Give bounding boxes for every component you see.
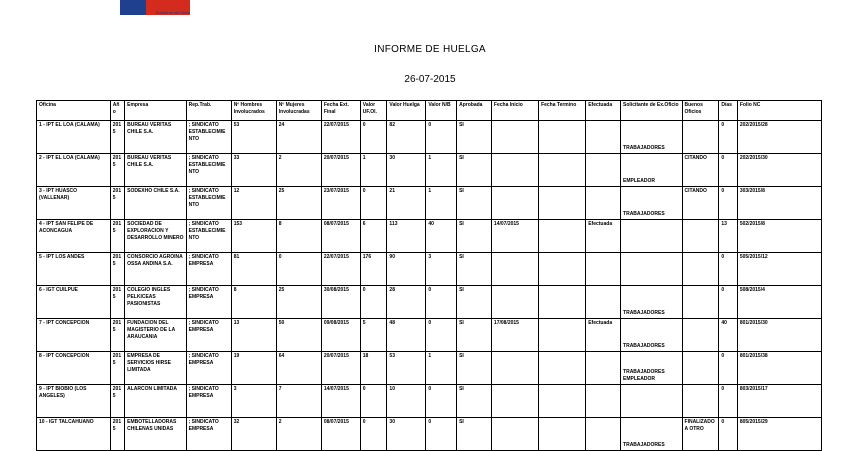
table-cell: 2015 — [110, 154, 124, 187]
table-cell: 0 — [360, 187, 387, 220]
column-header: Nº Mujeres Involucradas — [276, 101, 321, 121]
table-cell: ; SINDICATO ESTABLECIMIENTO — [186, 121, 231, 154]
table-cell: 22/07/2015 — [321, 121, 360, 154]
column-header: Solicitante de Ex.Oficio — [621, 101, 682, 121]
table-cell: 0 — [426, 286, 457, 319]
table-cell — [682, 385, 719, 418]
table-cell — [491, 286, 538, 319]
table-cell — [682, 253, 719, 286]
table-row — [37, 286, 822, 319]
table-row — [37, 385, 822, 418]
table-cell: TRABAJADORES — [621, 286, 682, 319]
table-cell: 0 — [360, 385, 387, 418]
table-cell: 33 — [231, 154, 276, 187]
table-cell — [491, 385, 538, 418]
table-cell: 0 — [426, 418, 457, 451]
table-cell — [539, 253, 586, 286]
column-header: Año — [110, 101, 124, 121]
table-cell: 12 — [231, 187, 276, 220]
table-cell: SI — [457, 418, 492, 451]
table-cell: 90 — [387, 253, 426, 286]
table-cell: 9 - IPT BIOBIO (LOS ANGELES) — [37, 385, 111, 418]
column-header: Valor Huelga — [387, 101, 426, 121]
table-cell: 20/07/2015 — [321, 154, 360, 187]
table-cell: SI — [457, 121, 492, 154]
table-cell — [539, 121, 586, 154]
table-cell: 2015 — [110, 220, 124, 253]
table-cell — [539, 187, 586, 220]
column-header: Oficina — [37, 101, 111, 121]
gobierno-de-chile-logo — [120, 0, 190, 15]
table-cell: 2015 — [110, 385, 124, 418]
table-cell: 803/2015/17 — [737, 385, 821, 418]
table-cell: SI — [457, 319, 492, 352]
table-cell: 6 — [360, 220, 387, 253]
table-cell: 0 — [719, 385, 737, 418]
table-cell: 2015 — [110, 319, 124, 352]
table-cell: SI — [457, 286, 492, 319]
table-cell: 1 - IPT EL LOA (CALAMA) — [37, 121, 111, 154]
table-cell — [621, 220, 682, 253]
table-cell: 7 — [276, 385, 321, 418]
strike-report-table — [36, 100, 822, 451]
table-cell: COLEGIO INGLES PELKICEAS PASIONISTAS — [125, 286, 186, 319]
table-cell: SI — [457, 187, 492, 220]
table-cell: SI — [457, 220, 492, 253]
table-cell: ; SINDICATO EMPRESA — [186, 319, 231, 352]
column-header: Valor UF.Ol. — [360, 101, 387, 121]
table-cell: ; SINDICATO EMPRESA — [186, 385, 231, 418]
table-cell — [586, 286, 621, 319]
table-cell: 18 — [360, 352, 387, 385]
table-cell: 1 — [360, 154, 387, 187]
table-cell — [539, 220, 586, 253]
table-cell: 20/07/2015 — [321, 352, 360, 385]
table-cell — [539, 418, 586, 451]
table-cell: 2 — [276, 418, 321, 451]
table-cell: BUREAU VERITAS CHILE S.A. — [125, 154, 186, 187]
table-cell: 14/07/2015 — [491, 220, 538, 253]
table-cell: 40 — [719, 319, 737, 352]
table-cell: 17/08/2015 — [491, 319, 538, 352]
table-cell: 22/07/2015 — [321, 253, 360, 286]
report-date: 26-07-2015 — [404, 74, 456, 85]
table-cell: 1 — [426, 187, 457, 220]
table-cell: SI — [457, 154, 492, 187]
table-cell: 0 — [426, 319, 457, 352]
table-cell: 2015 — [110, 286, 124, 319]
table-cell: TRABAJADORES — [621, 418, 682, 451]
column-header: Folio NC — [737, 101, 821, 121]
table-row — [37, 352, 822, 385]
table-cell — [539, 319, 586, 352]
column-header: Empresa — [125, 101, 186, 121]
table-cell: 502/2015/8 — [737, 220, 821, 253]
table-cell: 303/2015/8 — [737, 187, 821, 220]
table-cell: 0 — [719, 286, 737, 319]
table-row — [37, 253, 822, 286]
table-cell: ALARCON LIMITADA — [125, 385, 186, 418]
table-cell: 805/2015/29 — [737, 418, 821, 451]
table-cell: 64 — [276, 352, 321, 385]
table-cell — [682, 319, 719, 352]
column-header: Buenos Oficios — [682, 101, 719, 121]
table-cell: ; SINDICATO EMPRESA — [186, 286, 231, 319]
table-cell — [682, 220, 719, 253]
table-cell: 40 — [426, 220, 457, 253]
table-cell: 19 — [231, 352, 276, 385]
table-cell: Efectuada — [586, 220, 621, 253]
table-cell — [491, 352, 538, 385]
table-cell: EMBOTELLADORAS CHILENAS UNIDAS — [125, 418, 186, 451]
table-cell: 3 - IPT HUASCO (VALLENAR) — [37, 187, 111, 220]
table-cell — [586, 187, 621, 220]
column-header: Días — [719, 101, 737, 121]
table-cell — [586, 154, 621, 187]
table-cell: SI — [457, 253, 492, 286]
table-cell: 113 — [387, 220, 426, 253]
table-cell: 0 — [360, 418, 387, 451]
table-cell: 13 — [231, 319, 276, 352]
table-cell: SI — [457, 352, 492, 385]
table-cell — [491, 121, 538, 154]
table-cell: 24 — [276, 121, 321, 154]
table-cell: CONSORCIO AGROINA OSSA ANDINA S.A. — [125, 253, 186, 286]
table-cell: 8 — [231, 286, 276, 319]
table-header-row — [37, 101, 822, 121]
table-cell: 0 — [719, 154, 737, 187]
column-header: Rep.Trab. — [186, 101, 231, 121]
table-cell: 10 - IGT TALCAHUANO — [37, 418, 111, 451]
table-cell: 13 — [719, 220, 737, 253]
table-cell — [539, 286, 586, 319]
table-cell: 82 — [387, 121, 426, 154]
table-row — [37, 418, 822, 451]
table-cell: SOCIEDAD DE EXPLORACION Y DESARROLLO MINERO — [125, 220, 186, 253]
table-cell: 0 — [360, 286, 387, 319]
table-cell: ; SINDICATO EMPRESA — [186, 352, 231, 385]
table-cell: 23/07/2015 — [321, 187, 360, 220]
table-cell: 08/07/2015 — [321, 220, 360, 253]
table-cell: 0 — [360, 121, 387, 154]
column-header: Aprobada — [457, 101, 492, 121]
table-cell — [682, 352, 719, 385]
logo-text: Gobierno de Chile — [155, 10, 190, 15]
table-cell: 30 — [387, 418, 426, 451]
column-header: Fecha Inicio — [491, 101, 538, 121]
table-cell: 48 — [387, 319, 426, 352]
table-cell: ; SINDICATO EMPRESA — [186, 253, 231, 286]
column-header: Fecha Termino — [539, 101, 586, 121]
table-row — [37, 121, 822, 154]
table-cell: 153 — [231, 220, 276, 253]
table-cell: 508/2015/4 — [737, 286, 821, 319]
table-cell — [586, 253, 621, 286]
table-cell: 10 — [387, 385, 426, 418]
table-cell: 1 — [426, 154, 457, 187]
table-cell: BUREAU VERITAS CHILE S.A. — [125, 121, 186, 154]
table-cell: 505/2015/12 — [737, 253, 821, 286]
table-cell: 2 — [276, 154, 321, 187]
table-cell: 2 - IPT EL LOA (CALAMA) — [37, 154, 111, 187]
table-cell: TRABAJADORES — [621, 187, 682, 220]
column-header: Fecha Ext. Final — [321, 101, 360, 121]
table-row — [37, 154, 822, 187]
table-cell: 2015 — [110, 418, 124, 451]
table-cell: 4 - IPT SAN FELIPE DE ACONCAGUA — [37, 220, 111, 253]
table-cell: 2015 — [110, 352, 124, 385]
table-cell — [621, 385, 682, 418]
table-cell: 08/07/2015 — [321, 418, 360, 451]
table-cell: 0 — [719, 418, 737, 451]
table-cell — [682, 286, 719, 319]
table-cell — [621, 253, 682, 286]
table-cell: CITANDO — [682, 154, 719, 187]
table-cell: 202/2015/28 — [737, 121, 821, 154]
report-title: INFORME DE HUELGA — [374, 44, 486, 55]
table-cell: 801/2015/38 — [737, 352, 821, 385]
table-cell — [586, 418, 621, 451]
table-cell: 1 — [426, 352, 457, 385]
table-cell: 6 - IGT CUILPUE — [37, 286, 111, 319]
table-cell — [682, 121, 719, 154]
table-cell — [586, 121, 621, 154]
column-header: Nº Hombres Involucrados — [231, 101, 276, 121]
table-row — [37, 220, 822, 253]
table-cell: ; SINDICATO ESTABLECIMIENTO — [186, 154, 231, 187]
table-cell — [491, 154, 538, 187]
table-cell: 202/2015/30 — [737, 154, 821, 187]
table-cell: 32 — [231, 418, 276, 451]
table-cell: ; SINDICATO EMPRESA — [186, 418, 231, 451]
table-cell — [491, 253, 538, 286]
table-cell: 8 — [276, 220, 321, 253]
table-row — [37, 319, 822, 352]
table-cell — [539, 385, 586, 418]
table-row — [37, 187, 822, 220]
table-cell: 176 — [360, 253, 387, 286]
table-cell: 5 — [360, 319, 387, 352]
table-cell: 3 — [426, 253, 457, 286]
table-cell: 25 — [276, 187, 321, 220]
table-cell — [586, 385, 621, 418]
table-cell: FINALIZADO A OTRO — [682, 418, 719, 451]
table-cell: 53 — [231, 121, 276, 154]
table-cell: 30/08/2015 — [321, 286, 360, 319]
table-cell: TRABAJADORES EMPLEADOR — [621, 352, 682, 385]
table-cell: SODEXHO CHILE S.A. — [125, 187, 186, 220]
table-cell: 25 — [276, 286, 321, 319]
table-cell: 0 — [276, 253, 321, 286]
table-cell: 5 - IPT LOS ANDES — [37, 253, 111, 286]
table-cell: 28 — [387, 286, 426, 319]
table-cell: EMPRESA DE SERVICIOS HIRSE LIMITADA — [125, 352, 186, 385]
table-body — [37, 121, 822, 451]
table-cell: 8 - IPT CONCEPCION — [37, 352, 111, 385]
table-cell: 0 — [426, 385, 457, 418]
table-cell: EMPLEADOR — [621, 154, 682, 187]
table-cell: 2015 — [110, 121, 124, 154]
table-cell: 14/07/2015 — [321, 385, 360, 418]
table-cell: 81 — [231, 253, 276, 286]
table-cell: 2015 — [110, 253, 124, 286]
table-cell: 53 — [387, 352, 426, 385]
table-cell: 0 — [719, 352, 737, 385]
column-header: Valor N/B — [426, 101, 457, 121]
table-cell: CITANDO — [682, 187, 719, 220]
table-cell: 2015 — [110, 187, 124, 220]
table-cell: TRABAJADORES — [621, 319, 682, 352]
table-cell: 0 — [719, 187, 737, 220]
table-cell: SI — [457, 385, 492, 418]
table-cell: 0 — [426, 121, 457, 154]
table-cell — [539, 352, 586, 385]
table-cell — [491, 418, 538, 451]
table-cell: 0 — [719, 121, 737, 154]
table-cell: 0 — [719, 253, 737, 286]
column-header: Efectuada — [586, 101, 621, 121]
table-cell — [539, 154, 586, 187]
table-cell: Efectuada — [586, 319, 621, 352]
table-cell: FUNDACION DEL MAGISTERIO DE LA ARAUCANIA — [125, 319, 186, 352]
table-cell: 7 - IPT CONCEPCION — [37, 319, 111, 352]
table-cell: 50 — [276, 319, 321, 352]
table-cell: ; SINDICATO ESTABLECIMIENTO — [186, 187, 231, 220]
table-cell: 21 — [387, 187, 426, 220]
table-cell: ; SINDICATO ESTABLECIMIENTO — [186, 220, 231, 253]
table-cell — [491, 187, 538, 220]
table-cell: 09/08/2015 — [321, 319, 360, 352]
table-cell: 3 — [231, 385, 276, 418]
table-cell — [586, 352, 621, 385]
table-cell: TRABAJADORES — [621, 121, 682, 154]
table-cell: 30 — [387, 154, 426, 187]
table-cell: 801/2015/30 — [737, 319, 821, 352]
